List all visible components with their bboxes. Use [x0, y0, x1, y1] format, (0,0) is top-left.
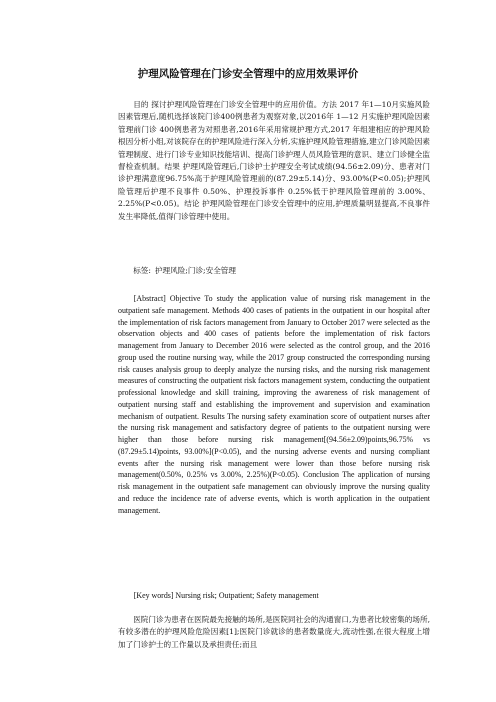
abstract-chinese-text: 目的 探讨护理风险管理在门诊安全管理中的应用价值。方法 2017 年1—10月实施风险因素管理后,随机选择该院门诊400例患者为观察对象,以2016年 1—12 月实施护理风险因素管理前门诊 400例患者为对照患者,2016年采用常规护理方式,2017 年组建相应的护理风险根因分析小组,对该院存在的护理风险进行深入分析,实施护理风险管理措施,建立门诊风险因素管理制度、进行门诊专业知识技能培训、提高门诊护理人员风险管理的意识、建立门诊健全监督检查机制。结果 护理风险管理后,门诊护士护理安全考试成绩(94.56±2.09)分、患者对门诊护理满意度96.75%高于护理风险管理前的(87.29±5.14)分、93.00%(P<0.05);护理风险管理后护理不良事件 0.50%、护理投诉事件 0.25%低于护理风险管理前的 3.00%、2.25%(P<0.05)。结论 护理风险管理在门诊安全管理中的应用,护理质量明显提高,不良事件发生率降低,值得门诊管理中使用。: [118, 100, 430, 221]
keywords-english: [118, 590, 430, 602]
introduction-text: 医院门诊为患者在医院最先接触的场所,是医院同社会的沟通窗口,为患者比较密集的场所,有较多潜在的护理风险危险因素[1];医院门诊就诊的患者数量庞大,流动性强,在很大程度上增加了门诊护士的工作量以及承担责任;而且: [118, 615, 430, 649]
keywords-chinese-text: 护理风险;门诊;安全管理: [154, 266, 236, 275]
abstract-english: [118, 293, 430, 516]
keywords-chinese: [118, 265, 430, 277]
paper-title: 护理风险管理在门诊安全管理中的应用效果评价: [137, 68, 359, 80]
keywords-english-text: [Key words] Nursing risk; Outpatient; Safety management: [133, 591, 319, 600]
abstract-english-text: [Abstract] Objective To study the application value of nursing risk management in the outpatient safe management. Methods 400 cases of patients in the outpatient in our hospital after the implementation of risk factors management from January to October 2017 were selected as the observation objects and 400 cases of patients before the implementation of risk factors management from January to December 2016 were selected as the control group, and the 2016 group used the routine nursing way, while the 2017 group constructed the corresponding nursing risk causes analysis group to deeply analyze the nursing risks, and the nursing risk management measures of constructing the outpatient risk factors management system, conducting the outpatient professional knowledge and skill training, improving the awareness of risk management of outpatient nursing staff and establishing the improvement and supervision and examination mechanism of outpatient. Results The nursing safety examination score of outpatient nurses after the nursing risk management and satisfactory degree of patients to the outpatient nursing were higher than those before nursing risk management[(94.56±2.09)points,96.75% vs (87.29±5.14)points, 93.00%](P<0.05), and the nursing adverse events and nursing compliant events after the nursing risk management were lower than those before nursing risk management(0.50%, 0.25% vs 3.00%, 2.25%)(P<0.05). Conclusion The application of nursing risk management in the outpatient safe management can obviously improve the nursing quality and reduce the incidence rate of adverse events, which is worth application in the outpatient management.: [118, 294, 430, 515]
introduction: [118, 614, 430, 651]
abstract-chinese: [118, 99, 430, 223]
keywords-chinese-label: 标签:: [133, 266, 151, 275]
